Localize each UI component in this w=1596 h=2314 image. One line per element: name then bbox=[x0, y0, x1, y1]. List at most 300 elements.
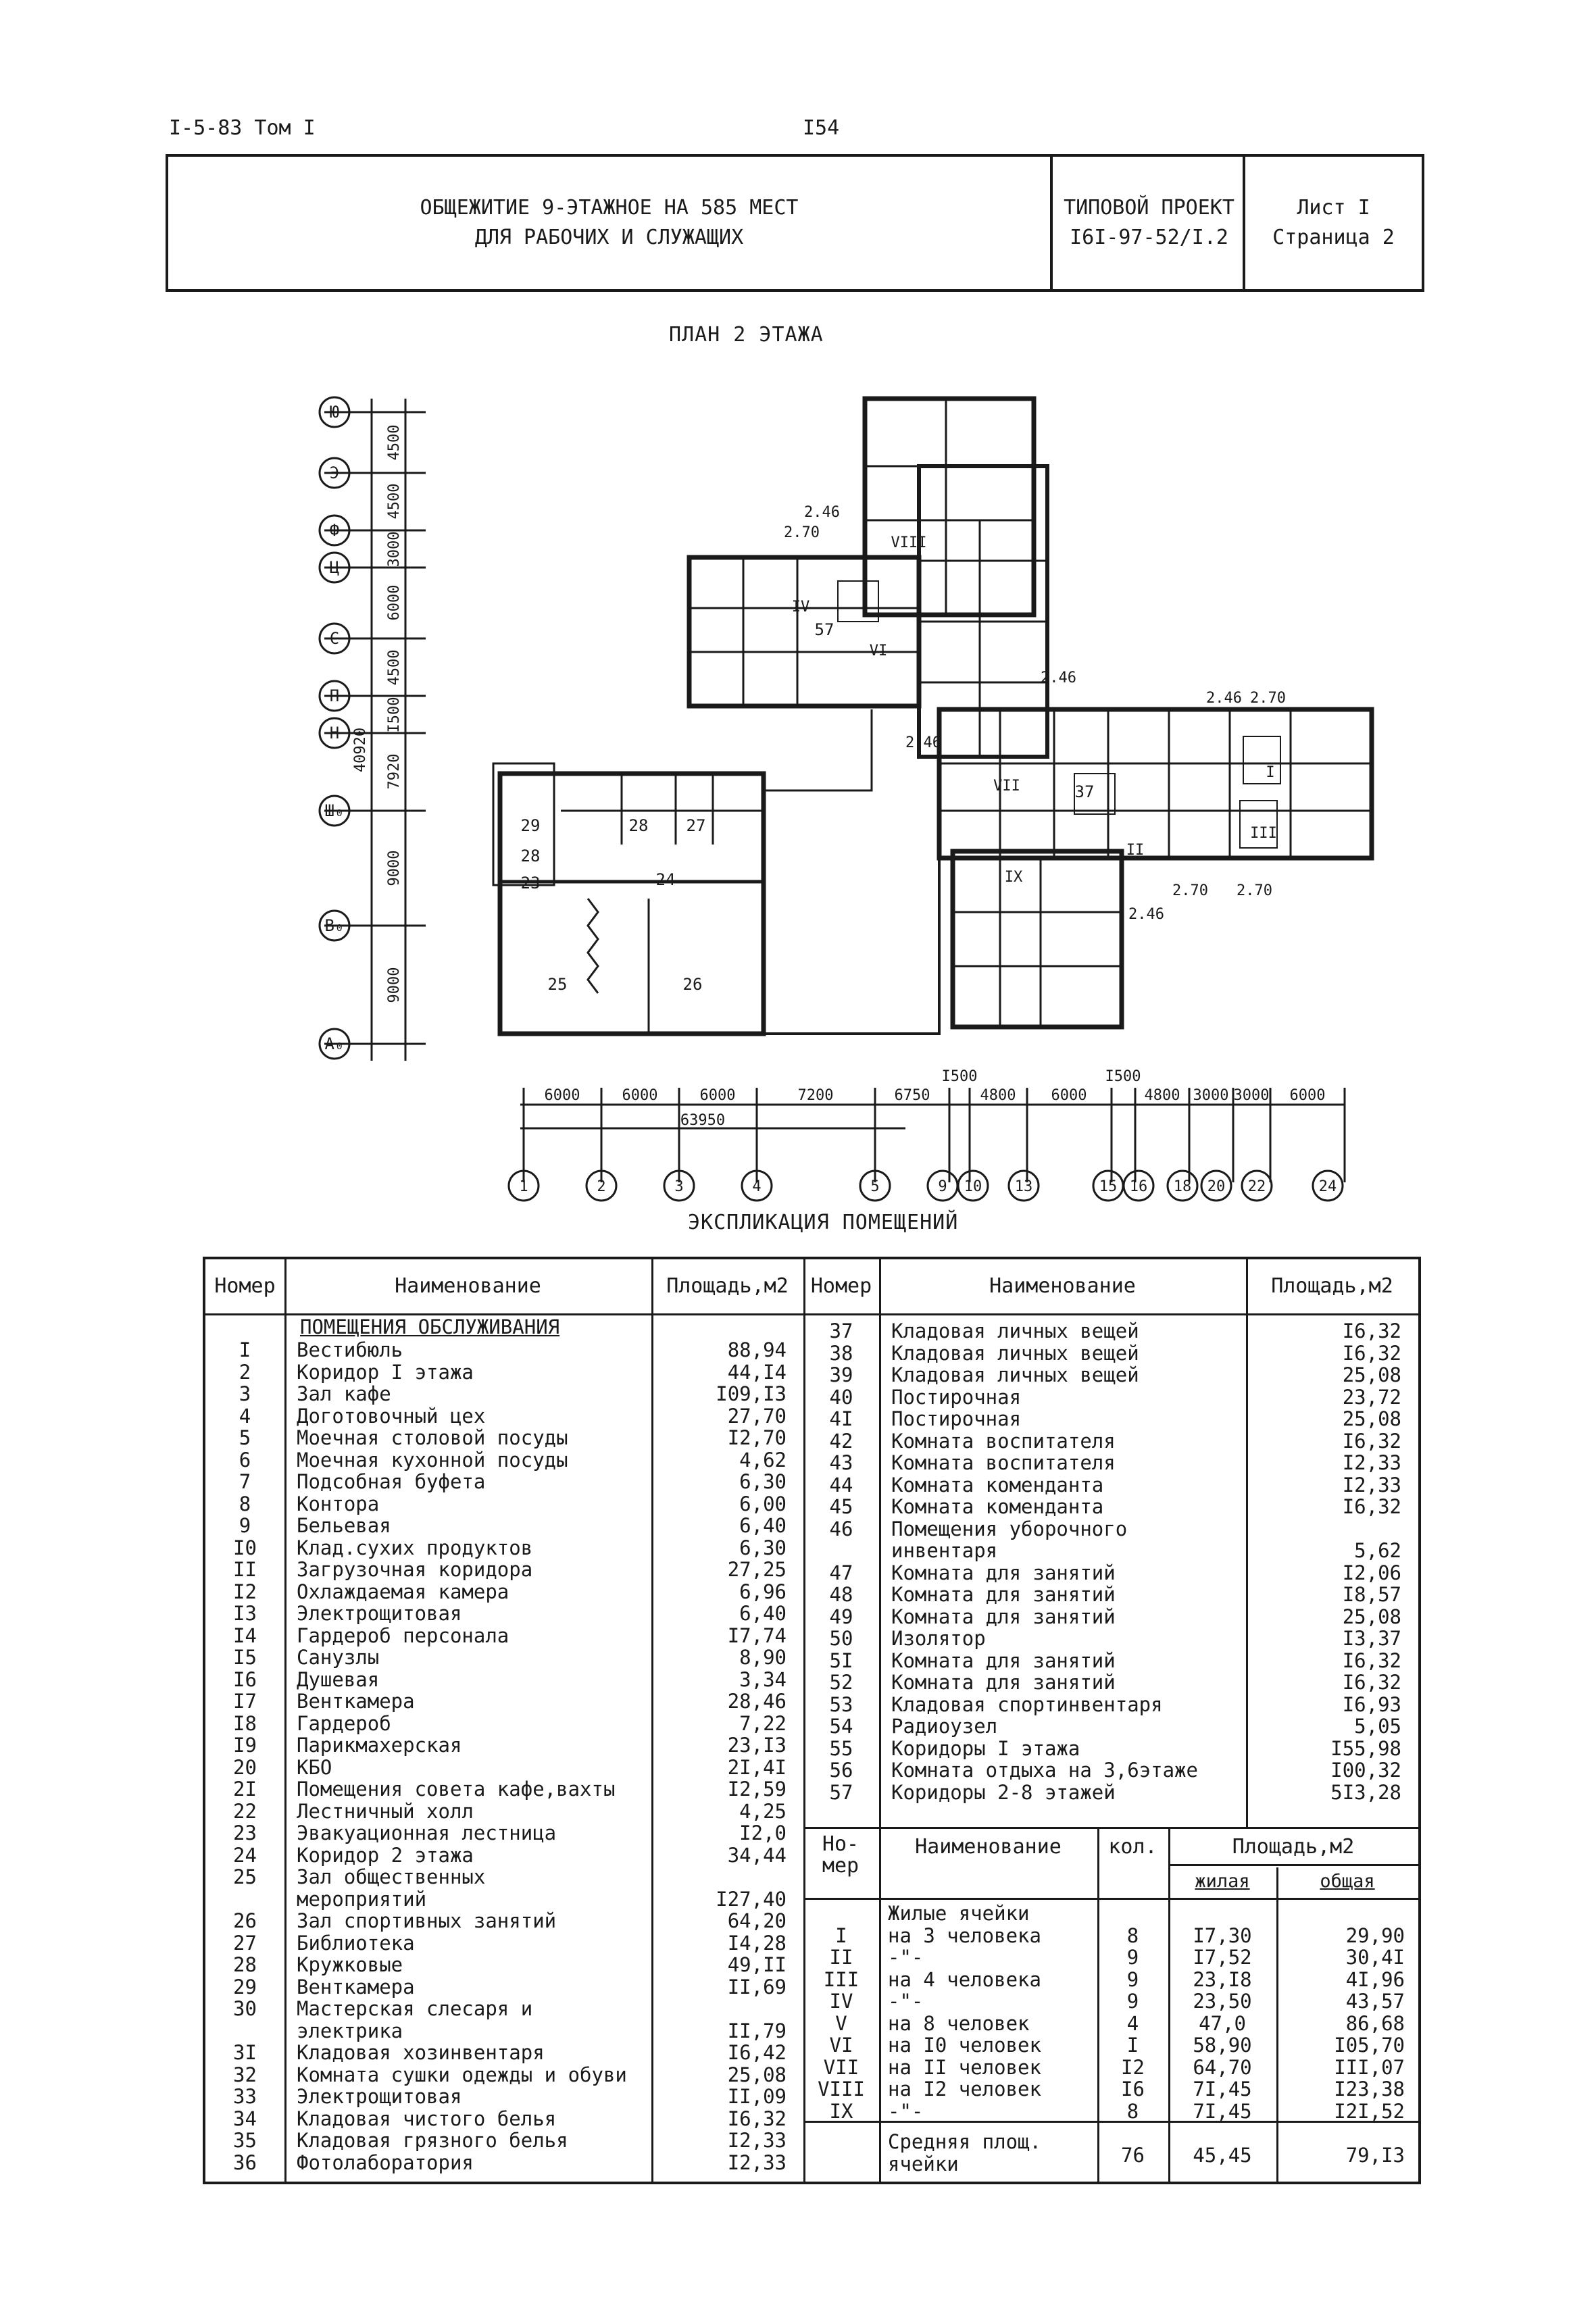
left-name: Фотолаборатория bbox=[297, 2150, 474, 2174]
left-area: 4,62 bbox=[739, 1448, 787, 1472]
left-n: 33 bbox=[233, 2085, 257, 2108]
left-n: 25 bbox=[233, 1865, 257, 1888]
right-name: Комната для занятий bbox=[891, 1671, 1116, 1694]
right-area: I6,32 bbox=[1342, 1319, 1401, 1342]
cells-name: на 3 человека bbox=[888, 1923, 1041, 1947]
right-n: 50 bbox=[829, 1627, 853, 1650]
right-area: 5I3,28 bbox=[1330, 1780, 1401, 1804]
left-n bbox=[205, 1888, 284, 1911]
right-n: 45 bbox=[829, 1495, 853, 1518]
cells-name: на I2 человек bbox=[888, 2078, 1041, 2101]
right-name: Коридоры 2-8 этажей bbox=[891, 1780, 1116, 1804]
cells-average-living: 45,45 bbox=[1193, 2144, 1252, 2167]
left-name: мероприятий bbox=[297, 1887, 427, 1911]
axis-letter: В₀ bbox=[324, 916, 345, 935]
left-area: 6,00 bbox=[739, 1492, 787, 1515]
left-area-column bbox=[651, 1339, 787, 2173]
right-n: 38 bbox=[829, 1341, 853, 1365]
cells-total: I2I,52 bbox=[1334, 2099, 1405, 2123]
right-n: 54 bbox=[829, 1715, 853, 1738]
right-area: I2,33 bbox=[1342, 1473, 1401, 1496]
left-n: II bbox=[233, 1558, 257, 1581]
document-code: I-5-83 Том I bbox=[169, 116, 316, 140]
left-area: I27,40 bbox=[716, 1887, 787, 1911]
horizontal-dimension: 6000 bbox=[1051, 1087, 1087, 1104]
left-area: 6,30 bbox=[739, 1470, 787, 1493]
vertical-dimension: 7920 bbox=[386, 753, 403, 790]
cells-name: на I0 человек bbox=[888, 2034, 1041, 2057]
right-n bbox=[803, 1540, 879, 1562]
right-n: 52 bbox=[829, 1671, 853, 1694]
cells-n: II bbox=[829, 1946, 853, 1969]
cells-total: 29,90 bbox=[1345, 1923, 1405, 1947]
cells-header-name: Наименование bbox=[915, 1835, 1062, 1859]
right-area: 5,62 bbox=[1354, 1539, 1401, 1562]
right-n: 55 bbox=[829, 1736, 853, 1760]
room-label: 23 bbox=[520, 874, 541, 892]
header-name-right: Наименование bbox=[989, 1274, 1136, 1298]
left-name: Зал общественных bbox=[297, 1865, 486, 1888]
horizontal-dimension: 3000 bbox=[1193, 1087, 1229, 1104]
left-area: 2I,4I bbox=[727, 1755, 787, 1779]
cell-mark: IX bbox=[1004, 869, 1023, 886]
left-area: 27,70 bbox=[727, 1404, 787, 1428]
cells-number-column bbox=[803, 1903, 879, 2122]
cells-total: 30,4I bbox=[1345, 1946, 1405, 1969]
left-name: Моечная кухонной посуды bbox=[297, 1448, 568, 1472]
right-area: I6,32 bbox=[1342, 1649, 1401, 1672]
cells-header-count: кол. bbox=[1108, 1835, 1157, 1859]
cells-total: 86,68 bbox=[1345, 2011, 1405, 2035]
left-name: Лестничный холл bbox=[297, 1799, 474, 1823]
left-n: I0 bbox=[233, 1536, 257, 1559]
axis-letter: Ю bbox=[329, 403, 340, 422]
axis-letter: Н bbox=[329, 724, 340, 743]
left-name: Моечная столовой посуды bbox=[297, 1426, 568, 1449]
left-n: 27 bbox=[233, 1931, 257, 1955]
axis-number: 16 bbox=[1129, 1178, 1148, 1195]
cells-n: III bbox=[823, 1967, 859, 1991]
left-area bbox=[651, 1998, 787, 2020]
left-name: Мастерская слесаря и bbox=[297, 1997, 533, 2020]
axis-letter: П bbox=[329, 686, 340, 705]
left-area: 44,I4 bbox=[727, 1360, 787, 1384]
right-area: I00,32 bbox=[1330, 1759, 1401, 1782]
right-name: Комната для занятий bbox=[891, 1583, 1116, 1606]
left-area: 4,25 bbox=[739, 1799, 787, 1823]
left-n: I9 bbox=[233, 1734, 257, 1757]
vertical-dimension: 4500 bbox=[386, 483, 403, 520]
right-n: 37 bbox=[829, 1319, 853, 1342]
cell-mark: VI bbox=[869, 643, 888, 659]
vertical-dimension: 6000 bbox=[386, 584, 403, 621]
project-code: I6I-97-52/I.2 bbox=[1070, 226, 1228, 249]
left-area: 3,34 bbox=[739, 1667, 787, 1691]
cells-name: -"- bbox=[888, 2099, 924, 2123]
left-area: I2,33 bbox=[727, 2150, 787, 2174]
axis-number: 1 bbox=[519, 1178, 528, 1195]
right-area: I55,98 bbox=[1330, 1736, 1401, 1760]
cells-count: I bbox=[1126, 2034, 1139, 2057]
left-name: Кладовая грязного белья bbox=[297, 2129, 568, 2152]
left-n: 8 bbox=[239, 1492, 251, 1515]
left-area: I2,70 bbox=[727, 1426, 787, 1449]
title-block bbox=[166, 154, 1424, 292]
left-name: Коридор I этажа bbox=[297, 1360, 474, 1384]
cells-name: на 4 человека bbox=[888, 1967, 1041, 1991]
left-name: Кладовая чистого белья bbox=[297, 2107, 557, 2130]
level-mark: 2.70 bbox=[784, 524, 820, 541]
left-area: 6,96 bbox=[739, 1580, 787, 1603]
right-name: Комната для занятий bbox=[891, 1561, 1116, 1584]
right-name: Помещения уборочного bbox=[891, 1517, 1128, 1540]
cells-average-count: 76 bbox=[1121, 2144, 1145, 2167]
right-area: I6,93 bbox=[1342, 1692, 1401, 1716]
axis-number: 13 bbox=[1014, 1178, 1033, 1195]
left-n: I7 bbox=[233, 1690, 257, 1713]
left-n: 32 bbox=[233, 2063, 257, 2086]
cell-mark: VIII bbox=[891, 534, 927, 551]
right-name: Кладовая личных вещей bbox=[891, 1341, 1139, 1365]
left-name: КБО bbox=[297, 1755, 332, 1779]
right-name: Коридоры I этажа bbox=[891, 1736, 1080, 1760]
left-area: 64,20 bbox=[727, 1909, 787, 1932]
vertical-dimension: 4500 bbox=[386, 424, 403, 461]
room-label: 29 bbox=[520, 816, 541, 835]
right-area: I6,32 bbox=[1342, 1341, 1401, 1365]
right-area: 23,72 bbox=[1342, 1385, 1401, 1409]
cells-header-area: Площадь,м2 bbox=[1232, 1835, 1355, 1859]
cells-living: I7,30 bbox=[1193, 1923, 1252, 1947]
title-line-1: ОБЩЕЖИТИЕ 9-ЭТАЖНОЕ НА 585 МЕСТ bbox=[420, 196, 799, 220]
right-name: Комната коменданта bbox=[891, 1473, 1104, 1496]
cells-living: 58,90 bbox=[1193, 2034, 1252, 2057]
cells-count: 9 bbox=[1126, 1967, 1139, 1991]
left-n: 2I bbox=[233, 1778, 257, 1801]
left-n: 26 bbox=[233, 1909, 257, 1932]
left-name: Бельевая bbox=[297, 1514, 391, 1537]
left-name: Душевая bbox=[297, 1667, 380, 1691]
sheet-page: Страница 2 bbox=[1272, 226, 1395, 249]
right-name: Радиоузел bbox=[891, 1715, 998, 1738]
axis-number: 24 bbox=[1318, 1178, 1337, 1195]
horizontal-dimension: 6000 bbox=[622, 1087, 658, 1104]
cells-average-name: Средняя площ. ячейки bbox=[888, 2130, 1041, 2175]
left-area: I6,32 bbox=[727, 2107, 787, 2130]
right-name: Комната коменданта bbox=[891, 1495, 1104, 1518]
left-name: Электрощитовая bbox=[297, 2085, 462, 2108]
left-name: Зал спортивных занятий bbox=[297, 1909, 557, 1932]
cells-total: I05,70 bbox=[1334, 2034, 1405, 2057]
cells-living: I7,52 bbox=[1193, 1946, 1252, 1969]
left-area: I7,74 bbox=[727, 1624, 787, 1647]
header-number: Номер bbox=[214, 1274, 276, 1298]
right-name: Постирочная bbox=[891, 1407, 1022, 1430]
right-n: 5I bbox=[829, 1649, 853, 1672]
room-label: 57 bbox=[814, 620, 834, 639]
cells-count-column bbox=[1097, 1903, 1168, 2122]
vertical-dimension: 3000 bbox=[386, 531, 403, 568]
left-area: 28,46 bbox=[727, 1690, 787, 1713]
cells-count: 8 bbox=[1126, 2099, 1139, 2123]
left-n: 4 bbox=[239, 1404, 251, 1428]
right-n: 44 bbox=[829, 1473, 853, 1496]
left-name: Кладовая хозинвентаря bbox=[297, 2041, 545, 2064]
room-label: 25 bbox=[547, 975, 568, 994]
left-area: 88,94 bbox=[727, 1338, 787, 1361]
cell-mark: VII bbox=[993, 778, 1020, 795]
right-number-column bbox=[803, 1320, 879, 1803]
left-name: Парикмахерская bbox=[297, 1734, 462, 1757]
page-number: I54 bbox=[803, 116, 840, 140]
left-area: 25,08 bbox=[727, 2063, 787, 2086]
left-name: Санузлы bbox=[297, 1646, 380, 1669]
explication-title: ЭКСПЛИКАЦИЯ ПОМЕЩЕНИЙ bbox=[688, 1211, 959, 1234]
right-area-column bbox=[1246, 1320, 1401, 1803]
left-area: 7,22 bbox=[739, 1711, 787, 1735]
left-name: Венткамера bbox=[297, 1690, 415, 1713]
cells-living: 23,50 bbox=[1193, 1990, 1252, 2013]
right-name: Кладовая личных вещей bbox=[891, 1363, 1139, 1386]
cells-n: VIII bbox=[818, 2078, 865, 2101]
left-name: Эвакуационная лестница bbox=[297, 1821, 557, 1844]
right-area: 25,08 bbox=[1342, 1605, 1401, 1628]
right-name: Изолятор bbox=[891, 1627, 986, 1650]
cells-name: на II человек bbox=[888, 2055, 1041, 2079]
cells-living: 7I,45 bbox=[1193, 2078, 1252, 2101]
axis-number: 22 bbox=[1247, 1178, 1266, 1195]
right-name: Кладовая личных вещей bbox=[891, 1319, 1139, 1342]
vertical-dimension: 4500 bbox=[386, 649, 403, 686]
cells-n bbox=[803, 1903, 879, 1925]
level-mark: 2.70 bbox=[1172, 882, 1208, 899]
cell-mark: I bbox=[1266, 764, 1275, 781]
cells-living: 23,I8 bbox=[1193, 1967, 1252, 1991]
left-name: Подсобная буфета bbox=[297, 1470, 486, 1493]
axis-number: 15 bbox=[1099, 1178, 1118, 1195]
sheet-label: Лист I bbox=[1297, 196, 1370, 220]
cells-count: 9 bbox=[1126, 1990, 1139, 2013]
right-name-column bbox=[891, 1320, 1246, 1803]
axis-number: 20 bbox=[1207, 1178, 1226, 1195]
left-n: 9 bbox=[239, 1514, 251, 1537]
explication-table bbox=[203, 1257, 1421, 2184]
left-n: 5 bbox=[239, 1426, 251, 1449]
cells-count: 8 bbox=[1126, 1923, 1139, 1947]
right-area: I2,06 bbox=[1342, 1561, 1401, 1584]
cells-name-column bbox=[888, 1903, 1097, 2122]
vertical-dimension-total: 40920 bbox=[352, 727, 369, 773]
cells-n: VII bbox=[823, 2055, 859, 2079]
left-n: I6 bbox=[233, 1667, 257, 1691]
cells-living-column bbox=[1168, 1903, 1276, 2122]
horizontal-dimension: 6000 bbox=[1289, 1087, 1326, 1104]
left-n: 2 bbox=[239, 1360, 251, 1384]
axis-number: 5 bbox=[870, 1178, 880, 1195]
cells-n: IV bbox=[829, 1990, 853, 2013]
header-area: Площадь,м2 bbox=[666, 1274, 789, 1298]
cells-name: Жилые ячейки bbox=[888, 1902, 1030, 1925]
left-area: I09,I3 bbox=[716, 1382, 787, 1405]
axis-letter: Ц bbox=[329, 558, 340, 577]
axis-number: 9 bbox=[938, 1178, 947, 1195]
level-mark: 2.46 bbox=[804, 504, 840, 521]
axis-letter: Ш₀ bbox=[324, 801, 345, 820]
right-n: 53 bbox=[829, 1692, 853, 1716]
axis-number: 10 bbox=[964, 1178, 982, 1195]
title-line-2: ДЛЯ РАБОЧИХ И СЛУЖАЩИХ bbox=[474, 226, 744, 249]
left-n: I3 bbox=[233, 1602, 257, 1625]
left-area: 49,II bbox=[727, 1953, 787, 1976]
left-n: 22 bbox=[233, 1799, 257, 1823]
cells-n: IX bbox=[829, 2099, 853, 2123]
cells-count: 9 bbox=[1126, 1946, 1139, 1969]
cells-living: 64,70 bbox=[1193, 2055, 1252, 2079]
right-n: 47 bbox=[829, 1561, 853, 1584]
vertical-dimension: 9000 bbox=[386, 850, 403, 886]
left-n: 6 bbox=[239, 1448, 251, 1472]
left-name: Охлаждаемая камера bbox=[297, 1580, 509, 1603]
horizontal-dimension: 4800 bbox=[1144, 1087, 1180, 1104]
right-name: Комната отдыха на 3,6этаже bbox=[891, 1759, 1198, 1782]
cells-living: 47,0 bbox=[1199, 2011, 1246, 2035]
right-n: 4I bbox=[829, 1407, 853, 1430]
room-label: 26 bbox=[682, 975, 703, 994]
right-area bbox=[1246, 1518, 1401, 1540]
axis-number: 4 bbox=[752, 1178, 762, 1195]
cells-count: I2 bbox=[1121, 2055, 1145, 2079]
horizontal-dimension: I500 bbox=[1105, 1068, 1141, 1085]
floor-plan-drawing bbox=[297, 385, 1378, 1203]
left-name: Доготовочный цех bbox=[297, 1404, 486, 1428]
horizontal-dimension: 6750 bbox=[894, 1087, 930, 1104]
left-name: Коридор 2 этажа bbox=[297, 1843, 474, 1867]
left-name: Кружковые bbox=[297, 1953, 403, 1976]
right-area: I6,32 bbox=[1342, 1495, 1401, 1518]
cells-living: 7I,45 bbox=[1193, 2099, 1252, 2123]
cells-count: I6 bbox=[1121, 2078, 1145, 2101]
left-n: I4 bbox=[233, 1624, 257, 1647]
title-block-project bbox=[1050, 157, 1245, 289]
cells-header-total: общая bbox=[1320, 1871, 1375, 1892]
cells-total: I23,38 bbox=[1334, 2078, 1405, 2101]
left-n: 20 bbox=[233, 1755, 257, 1779]
axis-letter: Ф bbox=[329, 521, 340, 540]
left-name: Контора bbox=[297, 1492, 380, 1515]
cells-total: 4I,96 bbox=[1345, 1967, 1405, 1991]
axis-number: 3 bbox=[674, 1178, 684, 1195]
left-n: 28 bbox=[233, 1953, 257, 1976]
left-area: I6,42 bbox=[727, 2041, 787, 2064]
cell-mark: II bbox=[1126, 842, 1145, 859]
left-n bbox=[205, 2020, 284, 2042]
axis-number: 2 bbox=[597, 1178, 606, 1195]
cells-total-column bbox=[1276, 1903, 1405, 2122]
right-area: 5,05 bbox=[1354, 1715, 1401, 1738]
right-name: Комната воспитателя bbox=[891, 1451, 1116, 1474]
left-area: 34,44 bbox=[727, 1843, 787, 1867]
cells-living bbox=[1168, 1903, 1276, 1925]
room-label: 28 bbox=[520, 847, 541, 865]
cells-count bbox=[1097, 1903, 1168, 1925]
left-n: I2 bbox=[233, 1580, 257, 1603]
right-name: Комната воспитателя bbox=[891, 1429, 1116, 1453]
right-n: 48 bbox=[829, 1583, 853, 1606]
axis-letter: С bbox=[329, 629, 340, 648]
level-mark: 2.46 bbox=[1206, 690, 1242, 707]
cells-name: на 8 человек bbox=[888, 2011, 1030, 2035]
right-n: 46 bbox=[829, 1517, 853, 1540]
left-name: Клад.сухих продуктов bbox=[297, 1536, 533, 1559]
right-area: I3,37 bbox=[1342, 1627, 1401, 1650]
horizontal-dimension: I500 bbox=[941, 1068, 978, 1085]
cells-n: I bbox=[835, 1923, 847, 1947]
room-label: 27 bbox=[686, 816, 706, 835]
level-mark: 2.46 bbox=[905, 734, 941, 751]
horizontal-dimension: 7200 bbox=[797, 1087, 834, 1104]
plan-title: ПЛАН 2 ЭТАЖА bbox=[669, 323, 824, 347]
left-name: Комната сушки одежды и обуви bbox=[297, 2063, 627, 2086]
horizontal-dimension: 3000 bbox=[1233, 1087, 1270, 1104]
room-label: 28 bbox=[628, 816, 649, 835]
cells-name: -"- bbox=[888, 1990, 924, 2013]
left-name: Венткамера bbox=[297, 1975, 415, 1998]
cells-count: 4 bbox=[1126, 2011, 1139, 2035]
left-name: Гардероб персонала bbox=[297, 1624, 509, 1647]
right-n: 42 bbox=[829, 1429, 853, 1453]
right-area: I6,32 bbox=[1342, 1671, 1401, 1694]
left-area bbox=[651, 1866, 787, 1888]
left-n: I5 bbox=[233, 1646, 257, 1669]
header-area-right: Площадь,м2 bbox=[1271, 1274, 1393, 1298]
header-number-right: Номер bbox=[810, 1274, 872, 1298]
left-n: 30 bbox=[233, 1997, 257, 2020]
right-n: 49 bbox=[829, 1605, 853, 1628]
axis-letter: Э bbox=[329, 463, 340, 482]
left-n: 36 bbox=[233, 2150, 257, 2174]
left-n: 29 bbox=[233, 1975, 257, 1998]
left-n: 35 bbox=[233, 2129, 257, 2152]
right-n: 57 bbox=[829, 1780, 853, 1804]
left-n: 3I bbox=[233, 2041, 257, 2064]
right-n: 56 bbox=[829, 1759, 853, 1782]
left-n: I bbox=[239, 1338, 251, 1361]
right-name: Кладовая спортинвентаря bbox=[891, 1692, 1163, 1716]
room-label: 24 bbox=[655, 870, 676, 889]
left-number-column bbox=[205, 1339, 284, 2173]
left-name: Загрузочная коридора bbox=[297, 1558, 533, 1581]
left-n: 23 bbox=[233, 1821, 257, 1844]
overall-dimension: 63950 bbox=[680, 1112, 726, 1129]
title-block-main bbox=[168, 157, 1050, 289]
right-area: 25,08 bbox=[1342, 1363, 1401, 1386]
right-name: Комната для занятий bbox=[891, 1649, 1116, 1672]
cells-name: -"- bbox=[888, 1946, 924, 1969]
right-name: инвентаря bbox=[891, 1539, 998, 1562]
left-area: I2,0 bbox=[739, 1821, 787, 1844]
vertical-dimension: I500 bbox=[386, 697, 403, 733]
right-area: 25,08 bbox=[1342, 1407, 1401, 1430]
left-n: 34 bbox=[233, 2107, 257, 2130]
left-name: Библиотека bbox=[297, 1931, 415, 1955]
left-area: 8,90 bbox=[739, 1646, 787, 1669]
cells-n: VI bbox=[829, 2034, 853, 2057]
right-area: I8,57 bbox=[1342, 1583, 1401, 1606]
level-mark: 2.46 bbox=[1128, 906, 1164, 923]
left-n: 24 bbox=[233, 1843, 257, 1867]
left-name: Электрощитовая bbox=[297, 1602, 462, 1625]
cells-average-total: 79,I3 bbox=[1345, 2144, 1405, 2167]
